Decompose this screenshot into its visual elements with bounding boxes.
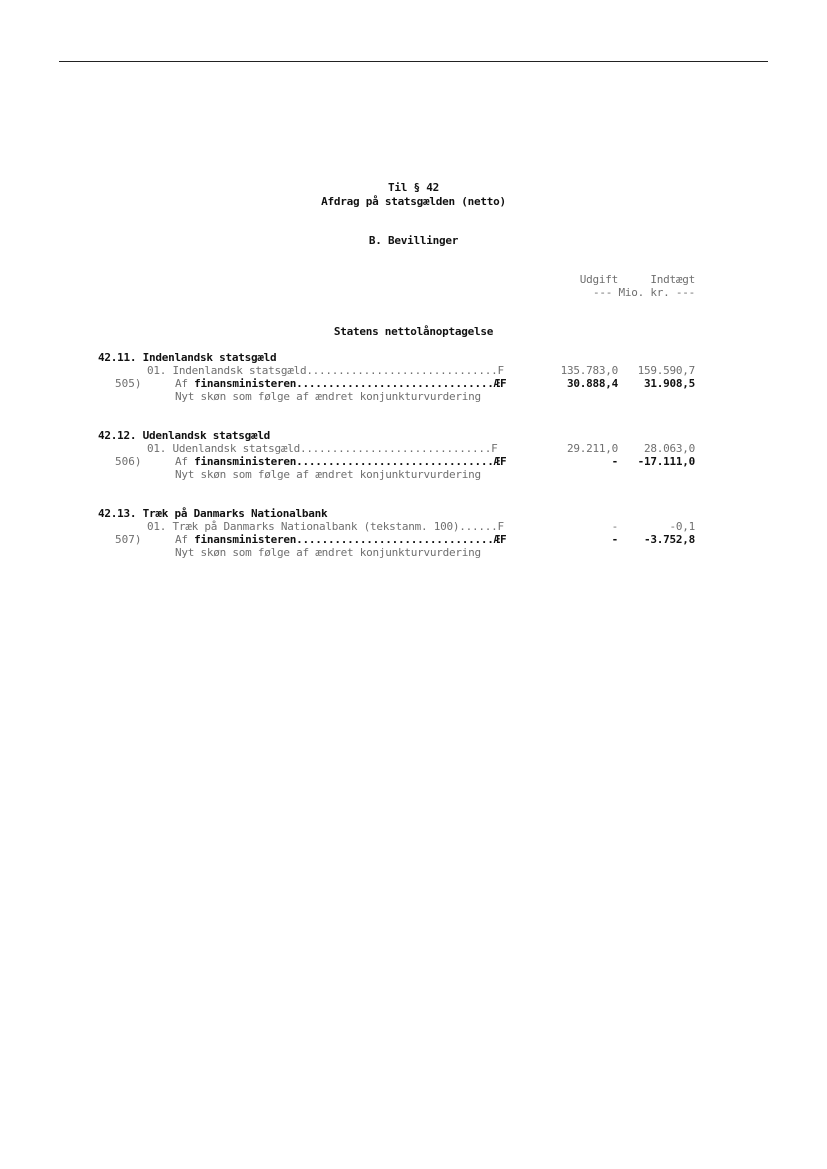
amendment-note: Nyt skøn som følge af ændret konjunkturvurdering [175,468,481,481]
amendment-code: ÆF [493,377,507,390]
amendment-prefix: Af [175,533,195,546]
amendment-prefix: Af [175,377,195,390]
udgift-value: - [611,520,618,533]
indtaegt-value: 31.908,5 [644,377,695,390]
column-header-indtaegt: Indtægt [650,273,695,286]
amendment-dots: ............................... [296,533,494,546]
indtaegt-value: -3.752,8 [644,533,695,546]
amendment-code: ÆF [493,533,507,546]
amendment-note: Nyt skøn som følge af ændret konjunkturvurdering [175,390,481,403]
account-line: 01. Indenlandsk statsgæld..............................F [147,364,504,377]
indtaegt-value: -17.111,0 [637,455,695,468]
page-header-rule [59,61,768,62]
amendment-dots: ............................... [296,377,494,390]
amendment-line [175,455,506,468]
amendment-ministry: finansministeren [194,377,297,390]
udgift-value: 29.211,0 [567,442,618,455]
amendment-line [175,533,506,546]
section-heading: 42.13. Træk på Danmarks Nationalbank [98,507,328,520]
reference-number: 506) [115,455,142,468]
page-subtitle: Afdrag på statsgælden (netto) [321,195,506,208]
column-header-udgift: Udgift [579,273,618,286]
indtaegt-value: 28.063,0 [644,442,695,455]
amendment-ministry: finansministeren [194,455,297,468]
section-heading: 42.12. Udenlandsk statsgæld [98,429,271,442]
section-heading: 42.11. Indenlandsk statsgæld [98,351,277,364]
column-unit: --- Mio. kr. --- [593,286,695,299]
udgift-value: 135.783,0 [560,364,618,377]
udgift-value: - [611,533,618,546]
reference-number: 505) [115,377,142,390]
udgift-value: - [611,455,618,468]
indtaegt-value: 159.590,7 [637,364,695,377]
amendment-line [175,377,506,390]
account-line: 01. Træk på Danmarks Nationalbank (tekstanm. 100)......F [147,520,504,533]
amendment-code: ÆF [493,455,507,468]
indtaegt-value: -0,1 [669,520,695,533]
section-title: B. Bevillinger [368,234,459,247]
page-title: Til § 42 [388,181,439,194]
group-title: Statens nettolånoptagelse [333,325,494,338]
udgift-value: 30.888,4 [567,377,618,390]
amendment-note: Nyt skøn som følge af ændret konjunkturvurdering [175,546,481,559]
amendment-ministry: finansministeren [194,533,297,546]
amendment-prefix: Af [175,455,195,468]
account-line: 01. Udenlandsk statsgæld..............................F [147,442,498,455]
amendment-dots: ............................... [296,455,494,468]
reference-number: 507) [115,533,142,546]
